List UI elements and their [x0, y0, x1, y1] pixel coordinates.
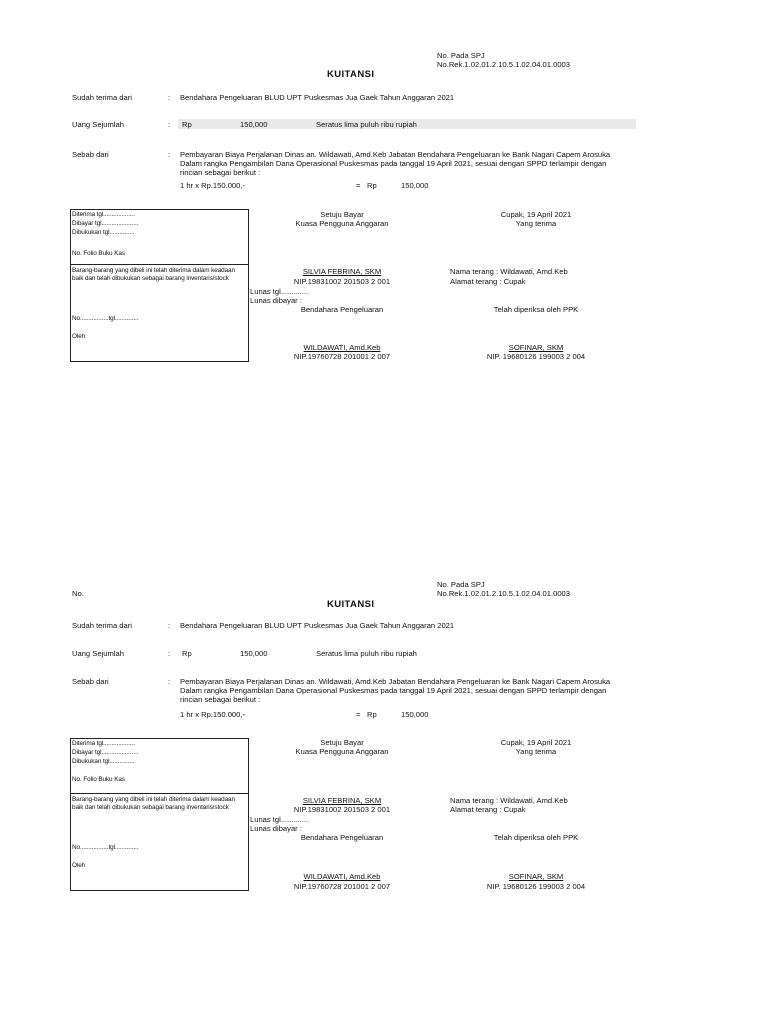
received-date-line: Diterima tgl...................: [72, 211, 135, 218]
amount-words: Seratus lima puluh ribu rupiah: [316, 649, 417, 658]
calculation: 1 hr x Rp.150.000,-: [180, 710, 246, 719]
ppk-name: [456, 872, 616, 881]
received-from-value: Bendahara Pengeluaran BLUD UPT Puskesmas Jua Gaek Tahun Anggaran 2021: [180, 621, 455, 630]
calc-total: 150,000: [401, 710, 429, 719]
amount-label: Uang Sejumlah: [72, 649, 124, 658]
treasurer-name-text: WILDAWATI, Amd.Keb: [303, 343, 381, 352]
receipt-title: KUITANSI: [327, 599, 375, 610]
calc-currency: Rp: [367, 710, 377, 719]
receiver-name-line: Nama terang : Wildawati, Amd.Keb: [450, 796, 568, 805]
colon: :: [168, 120, 171, 129]
ppk-name-text: SOFINAR, SKM: [508, 872, 564, 881]
received-from-value: Bendahara Pengeluaran BLUD UPT Puskesmas Jua Gaek Tahun Anggaran 2021: [180, 93, 455, 102]
treasurer-name-text: WILDAWATI, Amd.Keb: [303, 872, 381, 881]
paid-date-line: Lunas tgl.............: [250, 815, 309, 824]
approve-name: [262, 796, 422, 805]
paid-label: Lunas dibayar :: [250, 296, 302, 305]
receipt-title: KUITANSI: [327, 69, 375, 80]
paid-date-line: Dibayar tgl......................: [72, 749, 139, 756]
calc-currency: Rp: [367, 181, 377, 190]
receipt-no-label: No.: [72, 589, 84, 598]
approve-nip: NIP.19831002 201503 2 001: [293, 805, 391, 814]
receiver-name-line: Nama terang : Wildawati, Amd.Keb: [450, 267, 568, 276]
goods-statement: Barang-barang yang dibeli ini telah diterima dalam keadaan baik dan telah dibukukan sebagai barang inventaris/stock: [72, 796, 235, 811]
receiver-title: Yang terima: [515, 747, 557, 756]
spj-number-label: No. Pada SPJ: [437, 580, 485, 589]
booked-date-line: Dibukukan tgl...............: [72, 758, 135, 765]
account-code: No.Rek.1.02.01.2.10.5.1.02.04.01.0003: [437, 60, 570, 69]
calc-equals: =: [356, 710, 361, 719]
amount-value: 150,000: [240, 649, 268, 658]
ppk-name: [456, 343, 616, 352]
approve-name: [262, 267, 422, 276]
amount-value: 150,000: [240, 120, 268, 129]
place-date: Cupak, 19 April 2021: [500, 210, 572, 219]
ppk-title: Telah diperiksa oleh PPK: [493, 833, 579, 842]
receiver-address-line: Alamat terang : Cupak: [450, 805, 526, 814]
reason-text: Pembayaran Biaya Perjalanan Dinas an. Wildawati, Amd.Keb Jabatan Bendahara Pengeluaran ke Bank Nagari Capem Arosuka Dalam rangka Pengambilan Dana Operasional Puskesmas pada tanggal 19 April 2021, sesuai dengan SPPD terlampir dengan rincian sebagai berikut :: [180, 677, 611, 704]
reason-label: Sebab dari: [72, 150, 109, 159]
approve-nip: NIP.19831002 201503 2 001: [293, 277, 391, 286]
calculation: 1 hr x Rp.150.000,-: [180, 181, 246, 190]
goods-number-line: No.................tgl..............: [72, 844, 139, 851]
treasurer-nip: NIP.19760728 201001 2 007: [293, 352, 391, 361]
colon: :: [168, 93, 171, 102]
folio-label: No. Folio Buku Kas: [72, 776, 125, 783]
colon: :: [168, 150, 171, 159]
paid-label: Lunas dibayar :: [250, 824, 302, 833]
box-divider: [70, 264, 249, 265]
paid-date-line: Lunas tgl.............: [250, 287, 309, 296]
treasurer-name: [262, 343, 422, 352]
colon: :: [168, 621, 171, 630]
treasurer-role: Bendahara Pengeluaran: [300, 833, 384, 842]
treasurer-name: [262, 872, 422, 881]
reason-label: Sebab dari: [72, 677, 109, 686]
folio-label: No. Folio Buku Kas: [72, 250, 125, 257]
currency: Rp: [182, 120, 192, 129]
calc-equals: =: [356, 181, 361, 190]
received-from-label: Sudah terima dari: [72, 621, 132, 630]
calc-total: 150,000: [401, 181, 429, 190]
ppk-nip: NIP. 19680126 199003 2 004: [486, 352, 586, 361]
goods-statement: Barang-barang yang dibeli ini telah diterima dalam keadaan baik dan telah dibukukan sebagai barang inventaris/stock: [72, 267, 235, 282]
place-date: Cupak, 19 April 2021: [500, 738, 572, 747]
spj-number-label: No. Pada SPJ: [437, 51, 485, 60]
reason-text: Pembayaran Biaya Perjalanan Dinas an. Wildawati, Amd.Keb Jabatan Bendahara Pengeluaran ke Bank Nagari Capem Arosuka Dalam rangka Pengambilan Dana Operasional Puskesmas pada tanggal 19 April 2021, sesuai dengan SPPD terlampir dengan rincian sebagai berikut :: [180, 150, 611, 177]
by-label: Oleh: [72, 333, 86, 340]
ppk-nip: NIP. 19680126 199003 2 004: [486, 882, 586, 891]
received-date-line: Diterima tgl...................: [72, 740, 135, 747]
goods-number-line: No.................tgl..............: [72, 315, 139, 322]
approve-title: Setuju Bayar: [320, 738, 364, 747]
receiver-address-line: Alamat terang : Cupak: [450, 277, 526, 286]
approve-role: Kuasa Pengguna Anggaran: [295, 747, 389, 756]
receiver-title: Yang terima: [515, 219, 557, 228]
account-code: No.Rek.1.02.01.2.10.5.1.02.04.01.0003: [437, 589, 570, 598]
received-from-label: Sudah terima dari: [72, 93, 132, 102]
paid-date-line: Dibayar tgl......................: [72, 220, 139, 227]
ppk-title: Telah diperiksa oleh PPK: [493, 305, 579, 314]
treasurer-nip: NIP.19760728 201001 2 007: [293, 882, 391, 891]
approve-name-text: SILVIA FEBRINA, SKM: [302, 267, 382, 276]
colon: :: [168, 649, 171, 658]
currency: Rp: [182, 649, 192, 658]
ppk-name-text: SOFINAR, SKM: [508, 343, 564, 352]
approve-title: Setuju Bayar: [320, 210, 364, 219]
treasurer-role: Bendahara Pengeluaran: [300, 305, 384, 314]
approve-name-text: SILVIA FEBRINA, SKM: [302, 796, 382, 805]
box-divider: [70, 793, 249, 794]
colon: :: [168, 677, 171, 686]
by-label: Oleh: [72, 862, 86, 869]
approve-role: Kuasa Pengguna Anggaran: [295, 219, 389, 228]
amount-words: Seratus lima puluh ribu rupiah: [316, 120, 417, 129]
amount-label: Uang Sejumlah: [72, 120, 124, 129]
booked-date-line: Dibukukan tgl...............: [72, 229, 135, 236]
